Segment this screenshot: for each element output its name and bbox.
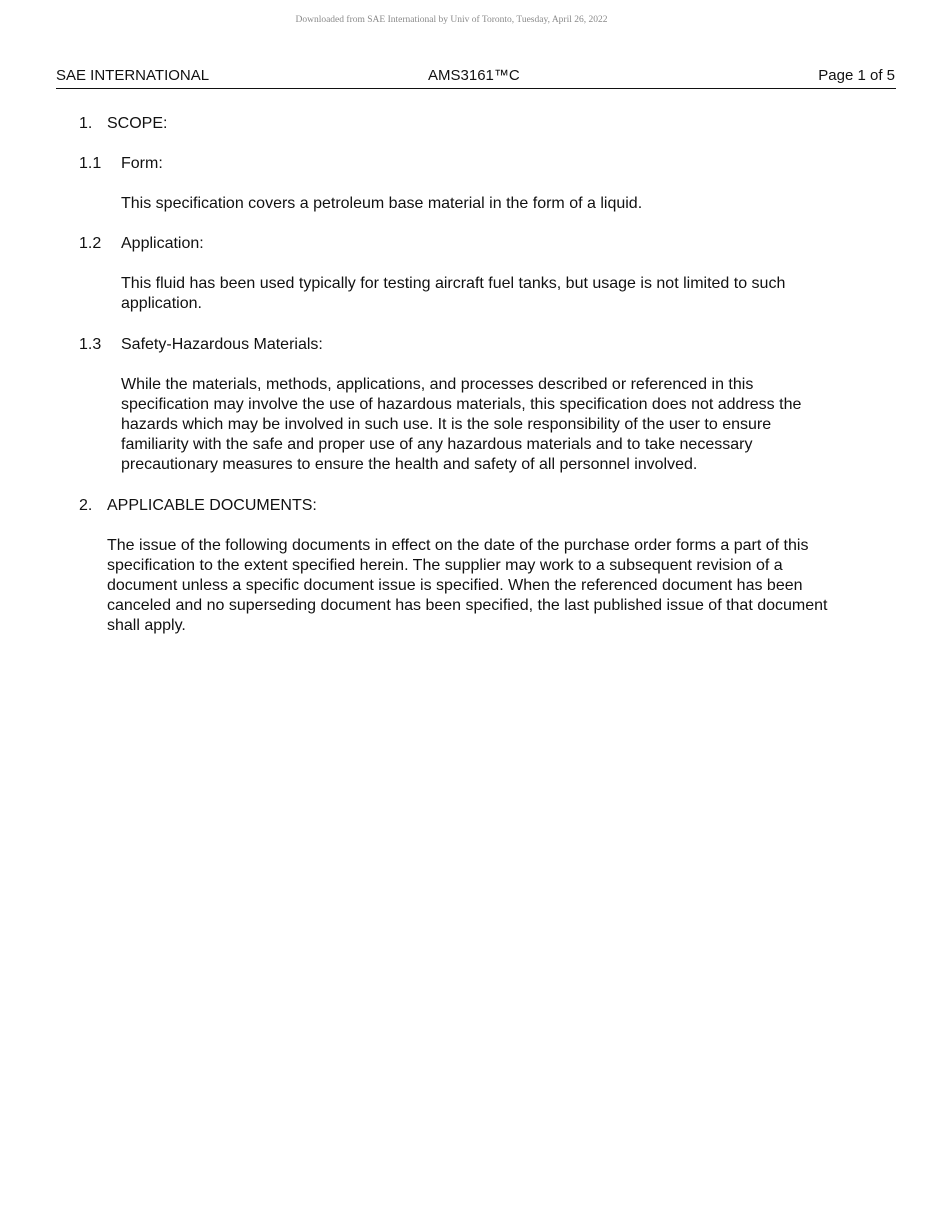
section-number: 1.3: [79, 335, 102, 353]
header-document-number: AMS3161™C: [428, 67, 520, 84]
section-application-heading: [79, 234, 950, 254]
section-title: Form:: [121, 155, 163, 172]
section-number: 2.: [79, 496, 93, 514]
safety-paragraph: [121, 375, 861, 476]
section-number: 1.: [79, 115, 93, 132]
section-title: Application:: [121, 235, 204, 253]
paragraph-line: shall apply.: [107, 617, 186, 635]
form-paragraph: [121, 194, 861, 214]
paragraph-line: document unless a specific document issue is specified. When the referenced document has been: [107, 577, 803, 595]
section-number: 1.2: [79, 235, 102, 253]
paragraph-line: This fluid has been used typically for testing aircraft fuel tanks, but usage is not limited to such: [121, 275, 786, 293]
section-title: Safety-Hazardous Materials:: [121, 335, 323, 353]
header-page-number: Page 1 of 5: [818, 67, 895, 84]
page-header: [56, 66, 896, 89]
paragraph-line: canceled and no superseding document has been specified, the last published issue of that document: [107, 597, 828, 615]
section-title: APPLICABLE DOCUMENTS:: [107, 496, 317, 514]
paragraph-line: precautionary measures to ensure the health and safety of all personnel involved.: [121, 456, 698, 474]
paragraph-line: specification to the extent specified herein. The supplier may work to a subsequent revision of a: [107, 556, 783, 574]
section-form-heading: [79, 154, 950, 174]
paragraph-line: familiarity with the safe and proper use of any hazardous materials and to take necessary: [121, 436, 753, 454]
paragraph-line: While the materials, methods, applications, and processes described or referenced in this: [121, 375, 754, 393]
paragraph-line: The issue of the following documents in effect on the date of the purchase order forms a part of this: [107, 536, 809, 554]
header-publisher: SAE INTERNATIONAL: [56, 67, 210, 84]
section-scope-heading: [79, 114, 950, 134]
section-title: SCOPE:: [107, 115, 168, 132]
paragraph-line: This specification covers a petroleum base material in the form of a liquid.: [121, 195, 643, 212]
document-body: [0, 114, 950, 637]
paragraph-line: application.: [121, 295, 202, 313]
section-applicable-documents-heading: [79, 496, 950, 516]
application-paragraph: [121, 274, 861, 314]
paragraph-line: specification may involve the use of hazardous materials, this specification does not address the: [121, 395, 802, 413]
download-watermark: Downloaded from SAE International by Univ of Toronto, Tuesday, April 26, 2022: [295, 15, 608, 25]
section-safety-heading: [79, 335, 950, 355]
applicable-documents-paragraph: [107, 536, 877, 637]
section-number: 1.1: [79, 155, 102, 172]
paragraph-line: hazards which may be involved in such use. It is the sole responsibility of the user to ensure: [121, 416, 772, 434]
